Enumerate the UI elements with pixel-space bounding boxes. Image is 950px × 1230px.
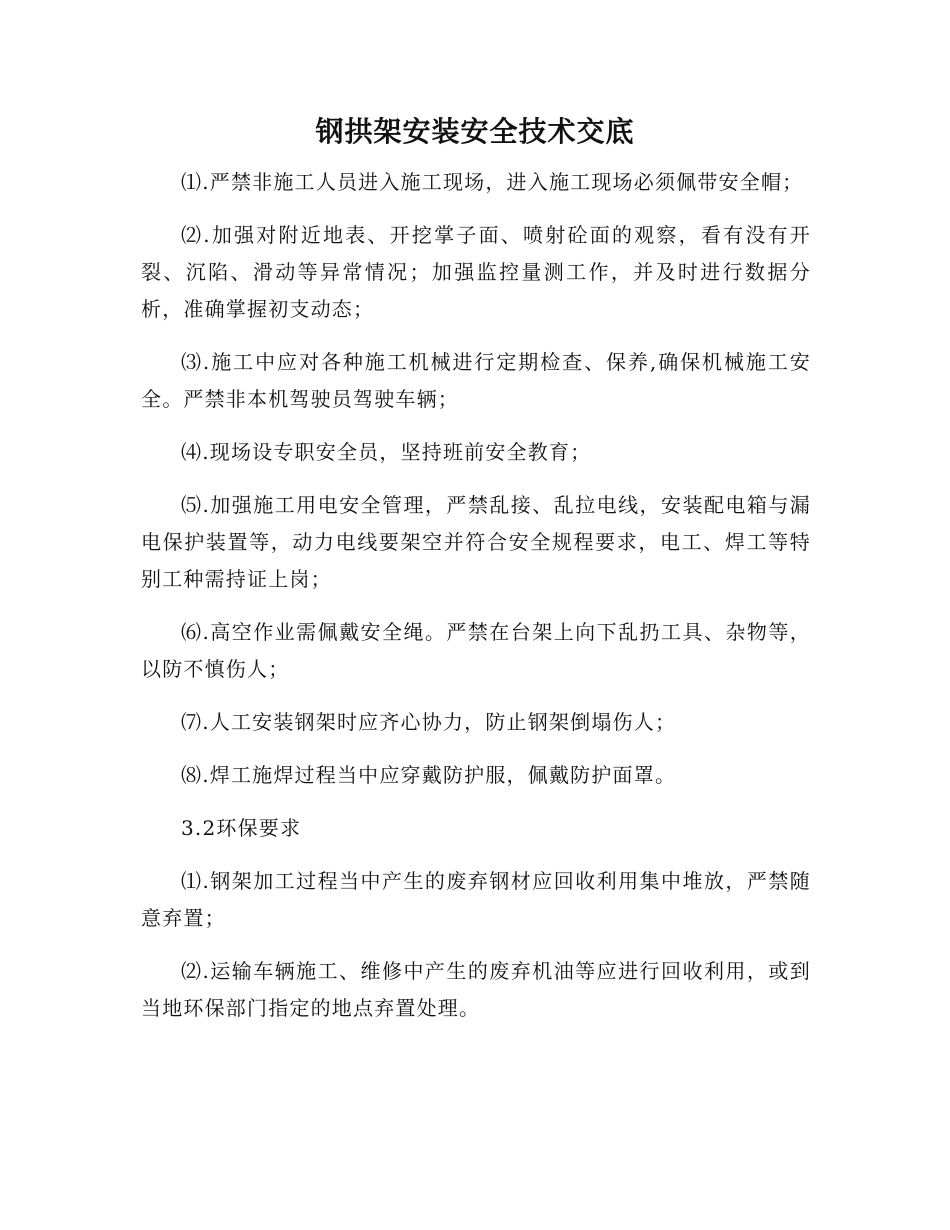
paragraph-safety-2: ⑵.加强对附近地表、开挖掌子面、喷射砼面的观察，看有没有开裂、沉陷、滑动等异常情况；加强监控量测工作，并及时进行数据分析，准确掌握初支动态； — [141, 223, 811, 321]
paragraph-environment-1: ⑴.钢架加工过程当中产生的废弃钢材应回收利用集中堆放，严禁随意弃置； — [141, 869, 811, 930]
section-heading-environment: 3.2环保要求 — [181, 816, 302, 840]
paragraph-safety-1: ⑴.严禁非施工人员进入施工现场，进入施工现场必须佩带安全帽； — [181, 170, 804, 194]
document-title: 钢拱架安装安全技术交底 — [315, 115, 635, 148]
paragraph-safety-7: ⑺.人工安装钢架时应齐心协力，防止钢架倒塌伤人； — [181, 710, 677, 734]
paragraph-safety-5: ⑸.加强施工用电安全管理，严禁乱接、乱拉电线，安装配电箱与漏电保护装置等，动力电线要架空并符合安全规程要求，电工、焊工等特别工种需持证上岗； — [141, 493, 811, 591]
paragraph-safety-3: ⑶.施工中应对各种施工机械进行定期检查、保养,确保机械施工安全。严禁非本机驾驶员驾驶车辆； — [141, 350, 811, 411]
paragraph-safety-6: ⑹.高空作业需佩戴安全绳。严禁在台架上向下乱扔工具、杂物等，以防不慎伤人； — [141, 620, 811, 681]
paragraph-environment-2: ⑵.运输车辆施工、维修中产生的废弃机油等应进行回收利用，或到当地环保部门指定的地点弃置处理。 — [141, 959, 811, 1020]
paragraph-safety-8: ⑻.焊工施焊过程当中应穿戴防护服，佩戴防护面罩。 — [181, 763, 677, 787]
paragraph-safety-4: ⑷.现场设专职安全员，坚持班前安全教育； — [181, 440, 592, 464]
document-body — [141, 164, 811, 1043]
